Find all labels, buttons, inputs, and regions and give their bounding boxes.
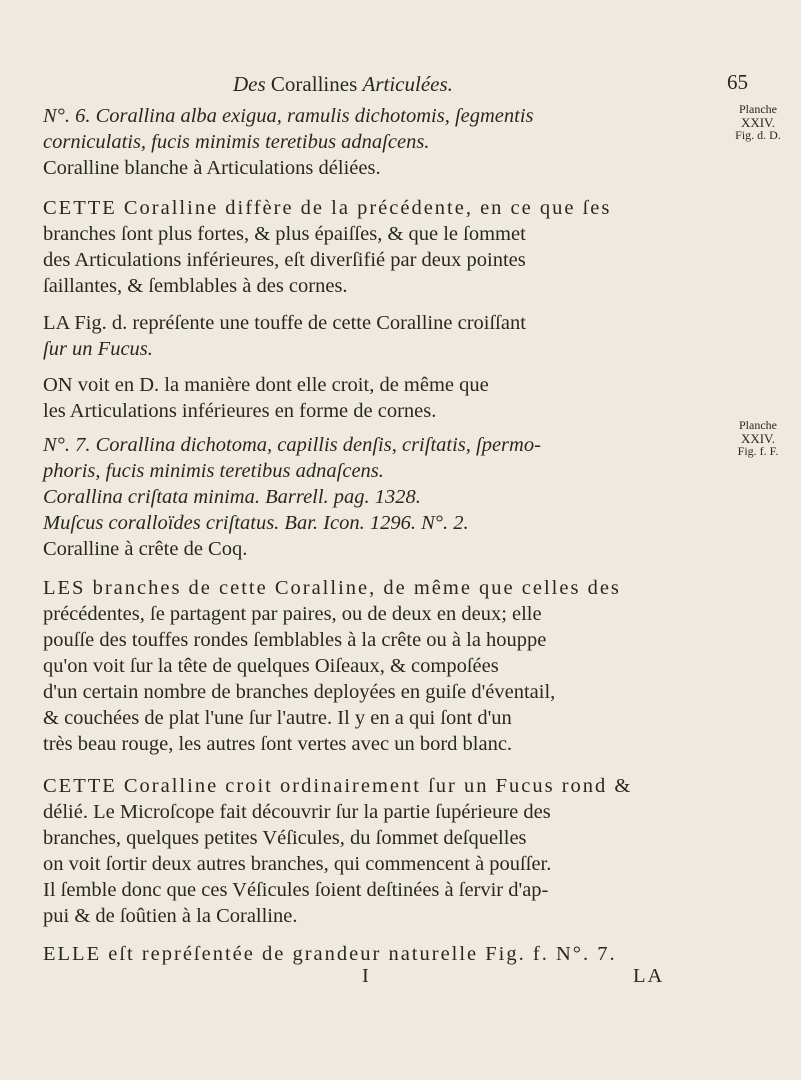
catchword: LA — [633, 965, 665, 987]
running-header — [233, 72, 453, 97]
paragraph-1: N°. 6. Corallina alba exigua, ramulis dichotomis, ſegmentis corniculatis, fucis minimis teretibus adnaſcens. Coralline blanche à Articulations déliées. — [43, 105, 534, 179]
margin-note-2: Planche XXIV. Fig. f. F. — [737, 418, 779, 458]
paragraph-8: ELLE eſt repréſentée de grandeur naturelle Fig. f. N°. 7. — [43, 943, 617, 965]
paragraph-7: CETTE Coralline croit ordinairement ſur un Fucus rond & délié. Le Microſcope fait découvrir ſur la partie ſupérieure des branches, quelques petites Véſicules, du ſommet deſquelles on voit ſortir deux autres branches, qui commencent à pouſſer. Il ſemble donc que ces Véſicules ſoient deſtinées à ſervir d'ap- pui & de ſoûtien à la Coralline. — [43, 775, 633, 927]
header-word1: Corallines — [270, 72, 358, 96]
paragraph-4: ON voit en D. la manière dont elle croit, de même que les Articulations inférieures en forme de cornes. — [43, 374, 489, 422]
page-number: 65 — [727, 70, 748, 94]
header-word2: Articulées. — [362, 72, 453, 96]
paragraph-2: CETTE Coralline diffère de la précédente, en ce que ſes branches ſont plus fortes, & plus épaiſſes, & que le ſommet des Articulations inférieures, eſt diverſifié par deux pointes ſaillantes, & ſemblables à des cornes. — [43, 197, 612, 297]
header-prefix: Des — [233, 72, 266, 96]
paragraph-3: LA Fig. d. repréſente une touffe de cette Coralline croiſſant ſur un Fucus. — [43, 312, 526, 360]
margin-note-1: Planche XXIV. Fig. d. D. — [735, 102, 781, 142]
paragraph-5: N°. 7. Corallina dichotoma, capillis denſis, criſtatis, ſpermo- phoris, fucis minimis teretibus adnaſcens. Corallina criſtata minima. Barrell. pag. 1328. Muſcus coralloïdes criſtatus. Bar. Icon. 1296. N°. 2. Coralline à crête de Coq. — [43, 434, 541, 560]
signature-mark: I — [362, 965, 369, 987]
paragraph-6: LES branches de cette Coralline, de même que celles des précédentes, ſe partagent par paires, ou de deux en deux; elle pouſſe des touffes rondes ſemblables à la crête ou à la houppe qu'on voit ſur la tête de quelques Oiſeaux, & compoſées d'un certain nombre de branches deployées en guiſe d'éventail, & couchées de plat l'une ſur l'autre. Il y en a qui ſont d'un très beau rouge, les autres ſont vertes avec un bord blanc. — [43, 577, 621, 755]
